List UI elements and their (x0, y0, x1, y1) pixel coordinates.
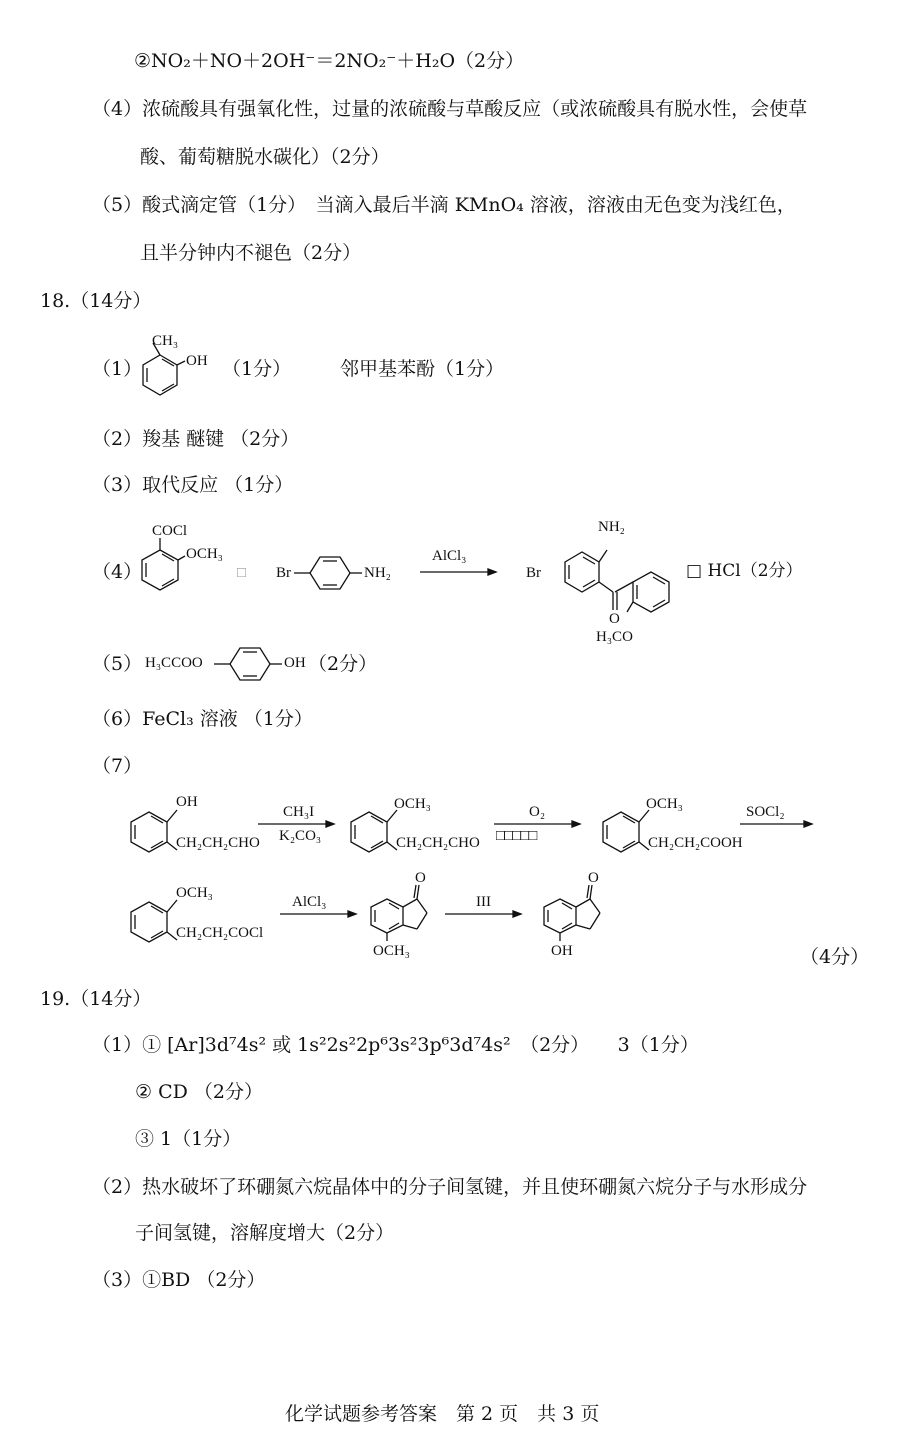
och3-label: OCH₃ (176, 885, 213, 901)
cocl-label: COCl (152, 523, 188, 539)
answer-18-5-label: （5） (92, 653, 143, 675)
methoxy-indanone-structure (365, 875, 440, 945)
answer-18-1-label: （1） (92, 358, 143, 380)
answer-17-5-line2: 且半分钟内不褪色（2分） (140, 242, 362, 264)
oh-label: OH (551, 943, 573, 959)
reaction-arrow (740, 818, 816, 830)
side-chain-cho: CH₂CH₂CHO (396, 835, 480, 851)
ketone-o-label: O (415, 870, 426, 886)
answer-18-7-score: （4分） (800, 946, 870, 968)
answer-19-1-a: （1）① [Ar]3d⁷4s² 或 1s²2s²2p⁶3s²3p⁶3d⁷4s² （2分） 3（1分） (92, 1034, 699, 1056)
question-18-header: 18.（14分） (40, 290, 152, 312)
placeholder-box: □ (237, 565, 247, 581)
answer-18-1-name: 邻甲基苯酚（1分） (340, 358, 505, 380)
socl2-label: SOCl₂ (746, 804, 785, 820)
reaction-arrow (280, 908, 360, 920)
br-label: Br (276, 565, 291, 581)
condition-boxes: □□□□□ (496, 828, 537, 844)
nh2-label: NH₂ (364, 565, 391, 581)
question-19-header: 19.（14分） (40, 988, 152, 1010)
hydroxy-indanone-structure (538, 875, 613, 945)
oh-label: OH (186, 353, 208, 369)
side-chain-cocl: CH₂CH₂COCl (176, 925, 264, 941)
para-phenol-ring (210, 636, 290, 686)
answer-19-3: （3）①BD （2分） (92, 1269, 266, 1291)
reaction-arrow (445, 908, 525, 920)
ketone-o-label: O (609, 611, 620, 627)
ch3i-label: CH₃I (283, 804, 315, 820)
answer-17-5-line1: （5）酸式滴定管（1分） 当滴入最后半滴 KMnO₄ 溶液，溶液由无色变为浅红色， (92, 194, 796, 216)
och3-label: OCH₃ (394, 796, 431, 812)
answer-18-4-label: （4） (92, 561, 143, 583)
answer-18-1-score: （1分） (222, 358, 292, 380)
answer-18-7-label: （7） (92, 755, 143, 777)
answer-19-2-line1: （2）热水破坏了环硼氮六烷晶体中的分子间氢键，并且使环硼氮六烷分子与水形成分 (92, 1176, 808, 1198)
och3-label: OCH₃ (646, 796, 683, 812)
answer-18-3: （3）取代反应 （1分） (92, 474, 294, 496)
och3-label: OCH₃ (186, 546, 223, 562)
o2-label: O₂ (529, 804, 546, 820)
alcl3-label: AlCl₃ (292, 894, 327, 910)
och3-label: OCH₃ (373, 943, 410, 959)
oh-label: OH (176, 794, 198, 810)
br-label: Br (526, 565, 541, 581)
answer-17-4-line1: （4）浓硫酸具有强氧化性，过量的浓硫酸与草酸反应（或浓硫酸具有脱水性，会使草 (92, 98, 808, 120)
answer-18-4-end: □ HCl（2分） (686, 561, 803, 581)
side-chain-cooh: CH₂CH₂COOH (648, 835, 743, 851)
answer-17-4-line2: 酸、葡萄糖脱水碳化）（2分） (140, 146, 390, 168)
answer-19-2-line2: 子间氢键，溶解度增大（2分） (135, 1222, 395, 1244)
h3co-label: H₃CO (596, 629, 633, 645)
answer-18-6: （6）FeCl₃ 溶液 （1分） (92, 708, 313, 730)
ch3-label: CH₃ (152, 333, 179, 349)
answer-18-2: （2）羧基 醚键 （2分） (92, 428, 300, 450)
alcl3-label: AlCl₃ (432, 548, 467, 564)
ketone-o-label: O (588, 870, 599, 886)
answer-line-17-3-2: ②NO₂＋NO＋2OH⁻＝2NO₂⁻＋H₂O（2分） (134, 50, 525, 72)
answer-19-1-c: ③ 1（1分） (135, 1128, 242, 1150)
nh2-label: NH₂ (598, 519, 625, 535)
oh-label: OH (284, 655, 306, 671)
h3ccoo-label: H₃CCOO (145, 655, 203, 671)
k2co3-label: K₂CO₃ (279, 828, 322, 844)
answer-18-5-score: （2分） (308, 653, 378, 675)
page-footer: 化学试题参考答案 第 2 页 共 3 页 (285, 1403, 600, 1425)
answer-19-1-b: ② CD （2分） (135, 1081, 263, 1103)
side-chain-cho: CH₂CH₂CHO (176, 835, 260, 851)
iii-label: III (476, 894, 491, 910)
reaction-arrow (420, 566, 500, 578)
bromoaniline-structure (290, 545, 370, 595)
